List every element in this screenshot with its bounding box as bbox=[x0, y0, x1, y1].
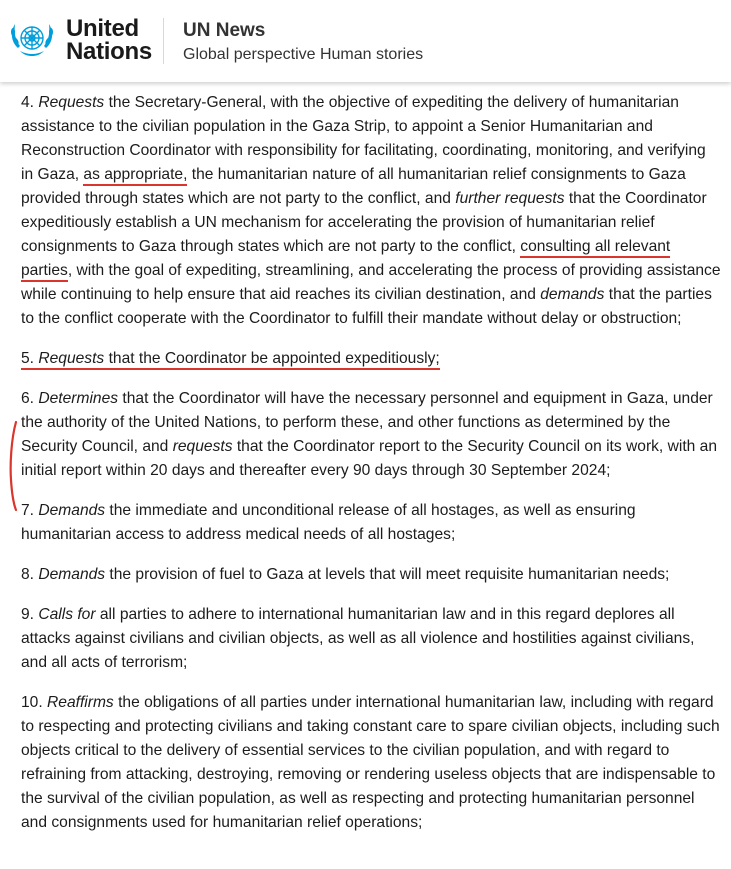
text-segment: 4. bbox=[21, 94, 39, 111]
text-segment: the immediate and unconditional release of all hostages, as well as ensuring humanitarian access to address medical needs of all hostages; bbox=[21, 502, 636, 543]
text-segment: consulting all relevant parties bbox=[21, 238, 670, 282]
un-news-tagline: Global perspective Human stories bbox=[183, 46, 424, 63]
paragraph-p7 bbox=[21, 499, 721, 547]
text-segment: requests bbox=[172, 438, 233, 455]
un-news-title[interactable]: UN News bbox=[183, 20, 266, 41]
un-logo-wordmark[interactable] bbox=[66, 17, 152, 63]
text-segment: Determines bbox=[38, 390, 119, 407]
annotation-bracket bbox=[8, 420, 18, 512]
article-body bbox=[21, 91, 721, 851]
text-segment: , with the goal of expediting, streamlining, and accelerating the process of providing assistance while continuing to help ensure that aid reaches its civilian destination, and bbox=[21, 262, 721, 303]
text-segment: Requests bbox=[38, 350, 104, 370]
paragraph-p9 bbox=[21, 603, 721, 675]
paragraph-p8 bbox=[21, 563, 721, 587]
text-segment: the provision of fuel to Gaza at levels that will meet requisite humanitarian needs; bbox=[105, 566, 670, 583]
paragraph-p5 bbox=[21, 347, 721, 371]
header-divider bbox=[163, 18, 164, 64]
text-segment: the obligations of all parties under international humanitarian law, including with regard to respecting and protecting civilians and taking constant care to spare civilian objects, including such objects critical to the delivery of essential services to the civilian population, and with regard to refraining from attacking, destroying, removing or rendering useless objects that are indispensable to the survival of the civilian population, as well as respecting and protecting humanitarian personnel and consignments used for humanitarian relief operations; bbox=[21, 694, 720, 831]
text-segment: the humanitarian nature of all humanitarian relief consignments to Gaza provided through states which are not party to the conflict, and bbox=[21, 166, 686, 207]
text-segment: 9. bbox=[21, 606, 39, 623]
text-segment: 10. bbox=[21, 694, 48, 711]
text-segment: demands bbox=[540, 286, 605, 303]
un-emblem-icon[interactable] bbox=[6, 18, 58, 62]
paragraph-p10 bbox=[21, 691, 721, 835]
text-segment: further requests bbox=[455, 190, 565, 207]
text-segment: that the Coordinator will have the necessary personnel and equipment in Gaza, under the authority of the United Nations, to perform these, and other functions as determined by the Security Council, and bbox=[21, 390, 713, 455]
text-segment: 7. bbox=[21, 502, 39, 519]
paragraph-p6 bbox=[21, 387, 721, 483]
text-segment: Reaffirms bbox=[47, 694, 114, 711]
text-segment: the Secretary-General, with the objective of expediting the delivery of humanitarian assistance to the civilian population in the Gaza Strip, to appoint a Senior Humanitarian and Reconstruction Coordinator with responsibility for facilitating, coordinating, monitoring, and verifying in Gaza, bbox=[21, 94, 706, 183]
text-segment: Calls for bbox=[38, 606, 96, 623]
text-segment: 6. bbox=[21, 390, 39, 407]
text-segment: that the Coordinator be appointed expeditiously; bbox=[104, 350, 440, 370]
logo-line-nations: Nations bbox=[66, 38, 152, 65]
text-segment: Demands bbox=[38, 502, 106, 519]
text-segment: that the Coordinator expeditiously establish a UN mechanism for accelerating the provision of humanitarian relief consignments to Gaza through states which are not party to the conflict, bbox=[21, 190, 707, 255]
text-segment: as appropriate, bbox=[83, 166, 187, 186]
text-segment: 8. bbox=[21, 566, 39, 583]
paragraph-p4 bbox=[21, 91, 721, 331]
text-segment: 5. bbox=[21, 350, 38, 370]
text-segment: all parties to adhere to international humanitarian law and in this regard deplores all attacks against civilians and civilian objects, as well as all violence and hostilities against civilians, and all acts of terrorism; bbox=[21, 606, 695, 671]
text-segment: that the Coordinator report to the Security Council on its work, with an initial report within 20 days and thereafter every 90 days through 30 September 2024; bbox=[21, 438, 718, 479]
text-segment: Demands bbox=[38, 566, 106, 583]
site-header bbox=[0, 0, 731, 82]
text-segment: Requests bbox=[38, 94, 105, 111]
logo-line-united: United bbox=[66, 15, 139, 42]
text-segment: that the parties to the conflict cooperate with the Coordinator to fulfill their mandate without delay or obstruction; bbox=[21, 286, 712, 327]
